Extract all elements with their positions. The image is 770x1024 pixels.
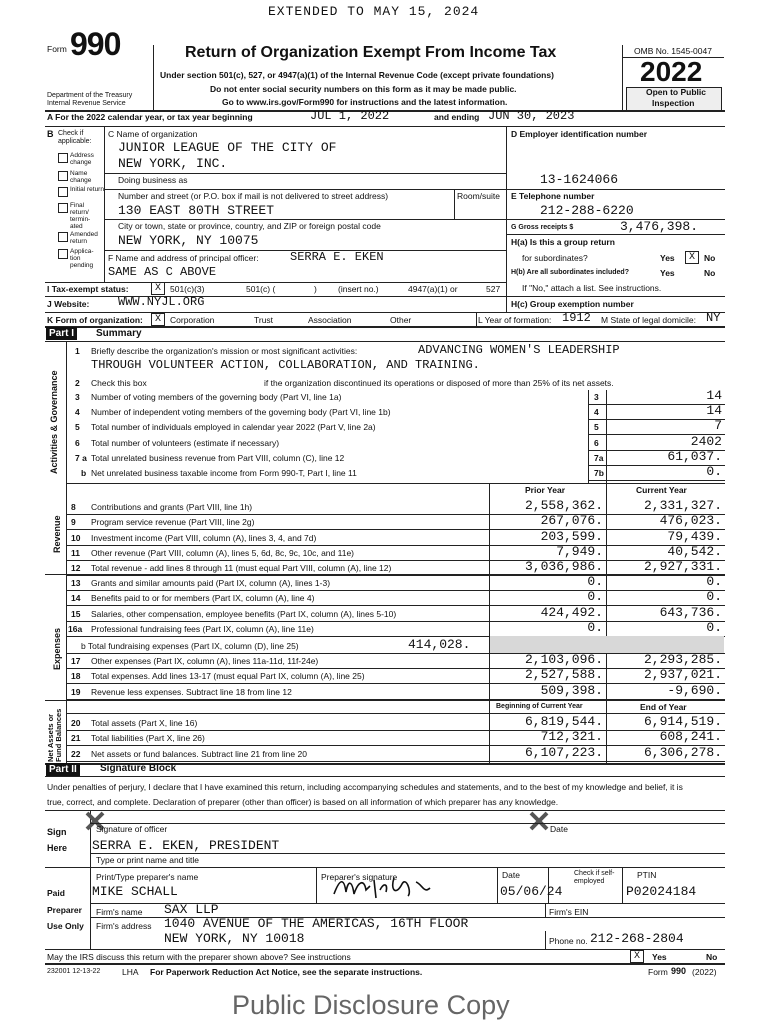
dept-irs: Internal Revenue Service	[47, 100, 126, 107]
line-number: 16a	[68, 624, 83, 634]
firm-name[interactable]: SAX LLP	[164, 902, 219, 917]
side-revenue: Revenue	[52, 515, 62, 553]
ha-label: H(a) Is this a group return	[511, 237, 615, 247]
side-activities-governance: Activities & Governance	[49, 370, 59, 474]
part1-tag: Part I	[46, 327, 77, 340]
part2-title: Signature Block	[100, 763, 177, 774]
line-number: 19	[71, 687, 81, 697]
line-16b-value[interactable]: 414,028.	[408, 637, 471, 652]
gov-line-box: 5	[594, 422, 599, 432]
line-number: 17	[71, 656, 81, 666]
irs-discuss-label: May the IRS discuss this return with the preparer shown above? See instructions	[47, 952, 351, 962]
line-label: Contributions and grants (Part VIII, line 1h)	[91, 502, 253, 512]
line-label: Grants and similar amounts paid (Part IX, column (A), lines 1-3)	[91, 578, 331, 588]
footer-form-label: Form	[648, 967, 668, 977]
gov-line-value[interactable]: 2402	[690, 434, 722, 449]
gov-line-label: Total unrelated business revenue from Part VIII, column (C), line 12	[91, 453, 345, 463]
firm-address-2[interactable]: NEW YORK, NY 10018	[164, 931, 305, 946]
501c-close: )	[314, 284, 317, 294]
line-number: 15	[71, 609, 81, 619]
form-number: 990	[70, 26, 121, 62]
prior-year-value[interactable]: 267,076.	[540, 513, 603, 528]
date-x-icon	[528, 810, 550, 832]
here-label: Here	[47, 843, 68, 853]
footer-form-number: 990	[671, 966, 687, 976]
ha-no-checkbox[interactable]: X	[685, 251, 699, 264]
other-option: Other	[390, 315, 412, 325]
sign-label: Sign	[47, 827, 67, 837]
b-checkbox[interactable]	[58, 203, 68, 213]
gov-line-number: 3	[75, 392, 80, 402]
officer-label: F Name and address of principal officer:	[108, 253, 259, 263]
open-public: Open to Public	[646, 87, 706, 97]
self-employed-label: Check if self-employed	[574, 870, 615, 885]
preparer-ptin[interactable]: P02024184	[626, 884, 697, 899]
state-domicile-label: M State of legal domicile:	[601, 315, 696, 325]
gov-line-number: b	[81, 468, 87, 478]
corporation-checkbox[interactable]: X	[151, 313, 165, 326]
line-label: Total assets (Part X, line 16)	[91, 718, 198, 728]
hb-label: H(b) Are all subordinates included?	[511, 269, 629, 276]
side-expenses: Expenses	[52, 627, 62, 670]
b-option-label: Final return/ termin- ated	[70, 202, 91, 230]
line-number: 13	[71, 578, 81, 588]
preparer-label: Preparer	[47, 905, 82, 915]
preparer-name-label: Print/Type preparer's name	[96, 872, 199, 882]
room-label: Room/suite	[457, 191, 500, 201]
gov-line-number: 5	[75, 422, 80, 432]
officer-name-title[interactable]: SERRA E. EKEN, PRESIDENT	[92, 838, 280, 853]
prior-year-value[interactable]: 7,949.	[556, 544, 603, 559]
signature-date-label: Date	[550, 824, 568, 834]
b-option-label: Initial return	[70, 186, 104, 193]
form-title: Return of Organization Exempt From Income Tax	[185, 44, 557, 61]
public-disclosure-watermark: Public Disclosure Copy	[232, 990, 510, 1020]
preparer-date-label: Date	[502, 870, 520, 880]
current-year-value[interactable]: 476,023.	[659, 513, 722, 528]
line-number: 21	[71, 733, 81, 743]
prior-year-value[interactable]: 0.	[587, 589, 603, 604]
org-name-1[interactable]: JUNIOR LEAGUE OF THE CITY OF	[118, 140, 337, 155]
penalty-text-2: true, correct, and complete. Declaration of preparer (other than officer) is based on all information of which preparer has any knowledge.	[47, 797, 559, 807]
omb-number: OMB No. 1545-0047	[634, 46, 712, 56]
firm-name-label: Firm's name	[96, 907, 143, 917]
current-year-header: Current Year	[636, 485, 687, 495]
section-b-label: B	[47, 129, 54, 139]
line-number: 18	[71, 671, 81, 681]
501c-option: 501(c) (	[246, 284, 276, 294]
prior-year-value[interactable]: 0.	[587, 620, 603, 635]
prior-year-value[interactable]: 0.	[587, 574, 603, 589]
subtitle-sections: Under section 501(c), 527, or 4947(a)(1) of the Internal Revenue Code (except private foundations)	[160, 70, 554, 80]
line-number: 9	[71, 517, 76, 527]
ein-label: D Employer identification number	[511, 129, 648, 139]
phone-label: E Telephone number	[511, 191, 595, 201]
signature-officer-label: Signature of officer	[96, 824, 168, 834]
current-year-value[interactable]: 2,927,331.	[643, 559, 722, 574]
line-1-number: 1	[75, 346, 80, 356]
hb-no: No	[704, 268, 716, 278]
gov-line-label: Number of voting members of the governing body (Part VI, line 1a)	[91, 392, 342, 402]
current-year-value[interactable]: 0.	[706, 620, 722, 635]
line-number: 11	[71, 548, 80, 558]
gov-line-value[interactable]: 7	[714, 418, 722, 433]
b-option-label: Address change	[70, 152, 94, 166]
and-ending: and ending	[434, 112, 480, 122]
line-number: 14	[71, 593, 81, 603]
side-net-assets: Net Assets or Fund Balances	[46, 708, 63, 762]
current-year-value[interactable]: 643,736.	[659, 605, 722, 620]
prior-year-value[interactable]: 3,036,986.	[524, 559, 603, 574]
gov-line-label: Number of independent voting members of the governing body (Part VI, line 1b)	[91, 407, 391, 417]
ha-sub: for subordinates?	[522, 253, 588, 263]
ha-no: No	[704, 253, 716, 263]
penalty-text-1: Under penalties of perjury, I declare that I have examined this return, including accompanying schedules and statements, and to the best of my knowledge and belief, it is	[47, 782, 683, 792]
ein-value[interactable]: 13-1624066	[540, 172, 619, 187]
4947-option: 4947(a)(1) or	[408, 284, 458, 294]
prior-year-value[interactable]: 712,321.	[540, 729, 603, 744]
prior-year-value[interactable]: 2,103,096.	[524, 652, 603, 667]
firm-phone-label: Phone no.	[549, 936, 588, 946]
line-number: 22	[71, 749, 81, 759]
line-number: 8	[71, 502, 76, 512]
trust-option: Trust	[254, 315, 274, 325]
ptin-label: PTIN	[637, 870, 657, 880]
begin-year-header: Beginning of Current Year	[496, 703, 583, 710]
current-year-value[interactable]: 608,241.	[659, 729, 722, 744]
gov-line-value[interactable]: 61,037.	[667, 449, 722, 464]
use-only-label: Use Only	[47, 921, 84, 931]
line-a-label: A For the 2022 calendar year, or tax year beginning	[47, 112, 253, 122]
dept-treasury: Department of the Treasury	[47, 92, 133, 99]
line-2-text: if the organization discontinued its operations or disposed of more than 25% of its net assets.	[264, 378, 614, 388]
c-label: C Name of organization	[108, 129, 198, 139]
line-16b-label: b Total fundraising expenses (Part IX, column (D), line 25)	[81, 641, 299, 651]
current-year-value[interactable]: -9,690.	[667, 683, 722, 698]
hb-note: If "No," attach a list. See instructions.	[522, 283, 662, 293]
gov-line-value[interactable]: 14	[706, 388, 722, 403]
prior-year-value[interactable]: 6,819,544.	[524, 714, 603, 729]
line-number: 12	[71, 563, 81, 573]
gov-line-value[interactable]: 14	[706, 403, 722, 418]
form-word: Form	[47, 44, 67, 54]
subtitle-link: Go to www.irs.gov/Form990 for instructions and the latest information.	[222, 97, 508, 107]
paid-label: Paid	[47, 888, 65, 898]
prior-year-value[interactable]: 509,398.	[540, 683, 603, 698]
org-name-2[interactable]: NEW YORK, INC.	[118, 156, 228, 171]
prior-year-header: Prior Year	[525, 485, 566, 495]
lha-label: LHA	[122, 967, 139, 977]
current-year-value[interactable]: 40,542.	[667, 544, 722, 559]
gov-line-box: 4	[594, 407, 599, 417]
gov-line-number: 6	[75, 438, 80, 448]
line-2-check: Check this box	[91, 378, 147, 388]
part1-title: Summary	[96, 328, 142, 339]
prior-year-value[interactable]: 2,558,362.	[524, 498, 603, 513]
tax-year: 2022	[640, 56, 703, 87]
b-checkbox[interactable]	[58, 187, 68, 197]
firm-address-label: Firm's address	[96, 921, 152, 931]
year-formation-value[interactable]: 1912	[562, 311, 591, 325]
firm-address-1[interactable]: 1040 AVENUE OF THE AMERICAS, 16TH FLOOR	[164, 916, 469, 931]
subtitle-ssn: Do not enter social security numbers on this form as it may be made public.	[210, 84, 517, 94]
ha-yes: Yes	[660, 253, 675, 263]
gov-line-label: Net unrelated business taxable income from Form 990-T, Part I, line 11	[91, 468, 357, 478]
association-option: Association	[308, 315, 352, 325]
year-formation-label: L Year of formation:	[478, 315, 552, 325]
b-option-label: Name change	[70, 170, 92, 184]
line-label: Net assets or fund balances. Subtract line 21 from line 20	[91, 749, 307, 759]
b-option-label: Applica- tion pending	[70, 248, 94, 269]
gov-line-box: 6	[594, 438, 599, 448]
irs-discuss-yes: Yes	[652, 952, 667, 962]
b-checkbox[interactable]	[58, 249, 68, 259]
dba-label: Doing business as	[118, 175, 188, 185]
gross-receipts-value[interactable]: 3,476,398.	[620, 219, 699, 234]
firm-phone[interactable]: 212-268-2804	[590, 931, 684, 946]
tax-year-end[interactable]: JUN 30, 2023	[488, 109, 575, 123]
prior-year-value[interactable]: 2,527,588.	[524, 667, 603, 682]
line-label: Total revenue - add lines 8 through 11 (must equal Part VIII, column (A), line 12)	[91, 563, 392, 573]
gov-line-label: Total number of individuals employed in calendar year 2022 (Part V, line 2a)	[91, 422, 376, 432]
current-year-value[interactable]: 0.	[706, 574, 722, 589]
open-inspection: Inspection	[652, 98, 695, 108]
line-label: Other expenses (Part IX, column (A), lines 11a-11d, 11f-24e)	[91, 656, 319, 666]
tax-year-begin[interactable]: JUL 1, 2022	[310, 109, 390, 123]
irs-discuss-no: No	[706, 952, 718, 962]
officer-address[interactable]: SAME AS C ABOVE	[108, 265, 217, 279]
gov-line-value[interactable]: 0.	[706, 464, 722, 479]
hb-yes: Yes	[660, 268, 675, 278]
current-year-value[interactable]: 79,439.	[667, 529, 722, 544]
gov-line-box: 7a	[594, 453, 604, 463]
527-option: 527	[486, 284, 501, 294]
current-year-value[interactable]: 6,306,278.	[643, 745, 722, 760]
preparer-signature-image	[330, 872, 440, 902]
extension-note: EXTENDED TO MAY 15, 2024	[268, 4, 480, 19]
line-number: 20	[71, 718, 81, 728]
street-address[interactable]: 130 EAST 80TH STREET	[118, 203, 275, 218]
gov-line-box: 7b	[594, 468, 604, 478]
form-code: 232001 12-13-22	[47, 968, 101, 975]
preparer-sig-label: Preparer's signature	[321, 872, 398, 882]
paperwork-notice: For Paperwork Reduction Act Notice, see the separate instructions.	[150, 967, 423, 977]
line-label: Salaries, other compensation, employee benefits (Part IX, column (A), lines 5-10)	[91, 609, 397, 619]
b-checkbox[interactable]	[58, 232, 68, 242]
corporation-option: Corporation	[170, 315, 215, 325]
gov-line-box: 3	[594, 392, 599, 402]
501c3-option: 501(c)(3)	[170, 284, 205, 294]
footer-form-year: (2022)	[692, 967, 717, 977]
line-label: Benefits paid to or for members (Part IX, column (A), line 4)	[91, 593, 315, 603]
firm-ein-label: Firm's EIN	[549, 907, 589, 917]
prior-year-value[interactable]: 203,599.	[540, 529, 603, 544]
current-year-value[interactable]: 2,937,021.	[643, 667, 722, 682]
street-label: Number and street (or P.O. box if mail is not delivered to street address)	[118, 191, 389, 201]
b-checkbox[interactable]	[58, 171, 68, 181]
check-if-applicable: Check if applicable:	[58, 130, 92, 145]
line-label: Professional fundraising fees (Part IX, column (A), line 11e)	[91, 624, 314, 634]
current-year-value[interactable]: 2,293,285.	[643, 652, 722, 667]
line-label: Revenue less expenses. Subtract line 18 from line 12	[91, 687, 292, 697]
line-label: Program service revenue (Part VIII, line 2g)	[91, 517, 255, 527]
city-label: City or town, state or province, country, and ZIP or foreign postal code	[118, 221, 381, 231]
line-k-label: K Form of organization:	[47, 315, 143, 325]
gov-line-label: Total number of volunteers (estimate if necessary)	[91, 438, 280, 448]
mission-line-1[interactable]: ADVANCING WOMEN'S LEADERSHIP	[418, 343, 620, 357]
line-1-label: Briefly describe the organization's mission or most significant activities:	[91, 346, 358, 356]
irs-discuss-yes-checkbox[interactable]: X	[630, 950, 644, 963]
mission-line-2[interactable]: THROUGH VOLUNTEER ACTION, COLLABORATION, AND TRAINING.	[91, 358, 480, 372]
line-2-number: 2	[75, 378, 80, 388]
current-year-value[interactable]: 6,914,519.	[643, 714, 722, 729]
line-i-label: I Tax-exempt status:	[47, 284, 129, 294]
preparer-date[interactable]: 05/06/24	[500, 884, 563, 899]
line-number: 10	[71, 533, 81, 543]
phone-value[interactable]: 212-288-6220	[540, 203, 634, 218]
city-state-zip[interactable]: NEW YORK, NY 10075	[118, 233, 259, 248]
part2-tag: Part II	[46, 763, 80, 776]
prior-year-value[interactable]: 6,107,223.	[524, 745, 603, 760]
current-year-value[interactable]: 0.	[706, 589, 722, 604]
end-year-header: End of Year	[640, 702, 687, 712]
website-label: J Website:	[47, 299, 90, 309]
gross-receipts-label: G Gross receipts $	[511, 224, 574, 231]
line-label: Other revenue (Part VIII, column (A), lines 5, 6d, 8c, 9c, 10c, and 11e)	[91, 548, 354, 558]
gov-line-number: 4	[75, 407, 80, 417]
type-print-label: Type or print name and title	[96, 855, 200, 865]
officer-name[interactable]: SERRA E. EKEN	[290, 250, 384, 264]
b-option-label: Amended return	[70, 231, 98, 245]
501c3-checkbox[interactable]: X	[151, 282, 165, 295]
line-label: Investment income (Part VIII, column (A), lines 3, 4, and 7d)	[91, 533, 317, 543]
b-checkbox[interactable]	[58, 153, 68, 163]
state-domicile-value[interactable]: NY	[706, 311, 721, 325]
line-label: Total expenses. Add lines 13-17 (must equal Part IX, column (A), line 25)	[91, 671, 365, 681]
preparer-name[interactable]: MIKE SCHALL	[92, 884, 178, 899]
website-value[interactable]: WWW.NYJL.ORG	[118, 295, 205, 309]
gov-line-number: 7 a	[75, 453, 87, 463]
hc-label: H(c) Group exemption number	[511, 299, 634, 309]
insert-no: (insert no.)	[338, 284, 379, 294]
line-label: Total liabilities (Part X, line 26)	[91, 733, 205, 743]
prior-year-value[interactable]: 424,492.	[540, 605, 603, 620]
current-year-value[interactable]: 2,331,327.	[643, 498, 722, 513]
